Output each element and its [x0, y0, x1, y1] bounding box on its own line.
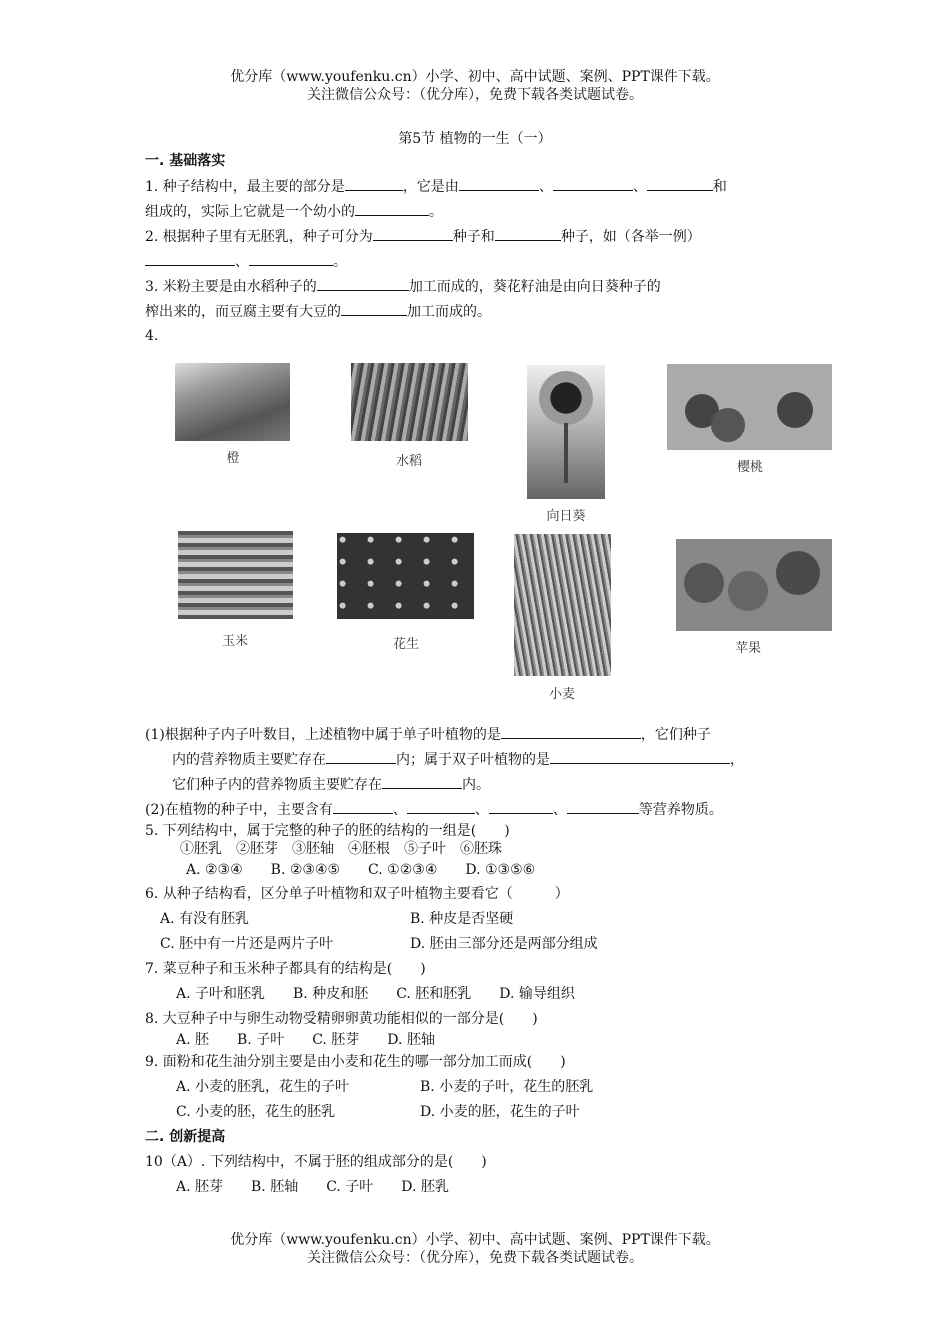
- caption-corn: 玉米: [221, 634, 248, 649]
- question-6-option-c: C. 胚中有一片还是两片子叶: [160, 936, 334, 952]
- question-9-option-d: D. 小麦的胚，花生的子叶: [420, 1104, 580, 1120]
- photo-apple: [676, 539, 832, 631]
- question-4-label: 4.: [145, 328, 159, 344]
- caption-wheat: 小麦: [548, 687, 575, 702]
- question-1-line-1: 1. 种子结构中，最主要的部分是 ，它是由 、 、 和: [145, 179, 727, 195]
- question-4-1-line-3: 它们种子内的营养物质主要贮存在 内。: [172, 777, 490, 793]
- question-6-option-d: D. 胚由三部分还是两部分组成: [410, 936, 598, 952]
- question-2-line-2: 、 。: [145, 252, 347, 271]
- question-9-option-c: C. 小麦的胚，花生的胚乳: [176, 1104, 336, 1120]
- question-5-stem: 5. 下列结构中，属于完整的种子的胚的结构的一组是( ): [145, 823, 510, 839]
- question-6-option-b: B. 种皮是否坚硬: [410, 911, 514, 927]
- question-3-line-1: 3. 米粉主要是由水稻种子的 加工而成的，葵花籽油是由向日葵种子的: [145, 279, 661, 295]
- question-4-2: (2)在植物的种子中，主要含有 、 、 、 等营养物质。: [145, 802, 723, 818]
- caption-peanut: 花生: [392, 637, 419, 652]
- footer-line-2: 关注微信公众号：（优分库），免费下载各类试题试卷。: [307, 1250, 643, 1266]
- question-9-option-b: B. 小麦的子叶，花生的胚乳: [420, 1079, 594, 1095]
- question-5-options: A. ②③④ B. ②③④⑤ C. ①②③④ D. ①③⑤⑥: [186, 862, 536, 878]
- photo-cherry: [667, 364, 832, 450]
- question-7-stem: 7. 菜豆种子和玉米种子都具有的结构是( ): [145, 961, 426, 977]
- photo-orange: [175, 363, 290, 441]
- page-title: 第5节 植物的一生（一）: [398, 131, 552, 147]
- caption-cherry: 樱桃: [736, 460, 763, 475]
- question-4-1-line-2: 内的营养物质主要贮存在 内；属于双子叶植物的是 ，: [172, 752, 744, 768]
- header-line-2: 关注微信公众号：（优分库），免费下载各类试题试卷。: [307, 87, 643, 103]
- section-advanced: 二. 创新提高: [145, 1129, 226, 1145]
- question-8-options: A. 胚 B. 子叶 C. 胚芽 D. 胚轴: [176, 1032, 435, 1048]
- photo-corn: [178, 531, 293, 619]
- question-1-line-2: 组成的，实际上它就是一个幼小的 。: [145, 204, 443, 220]
- question-10-stem: 10（A）. 下列结构中，不属于胚的组成部分的是( ): [145, 1154, 487, 1170]
- question-2-line-1: 2. 根据种子里有无胚乳，种子可分为 种子和 种子，如（各举一例）: [145, 229, 701, 245]
- question-9-stem: 9. 面粉和花生油分别主要是由小麦和花生的哪一部分加工而成( ): [145, 1054, 566, 1070]
- caption-orange: 橙: [226, 451, 240, 466]
- footer-line-1: 优分库（www.youfenku.cn）小学、初中、高中试题、案例、PPT课件下载。: [230, 1232, 720, 1248]
- question-10-options: A. 胚芽 B. 胚轴 C. 子叶 D. 胚乳: [176, 1179, 449, 1195]
- photo-rice: [351, 363, 468, 441]
- question-4-1-line-1: (1)根据种子内子叶数目，上述植物中属于单子叶植物的是 ，它们种子: [145, 727, 711, 743]
- caption-apple: 苹果: [734, 641, 761, 656]
- section-basic: 一. 基础落实: [145, 153, 226, 169]
- header-line-1: 优分库（www.youfenku.cn）小学、初中、高中试题、案例、PPT课件下载。: [230, 69, 720, 85]
- question-8-stem: 8. 大豆种子中与卵生动物受精卵卵黄功能相似的一部分是( ): [145, 1011, 538, 1027]
- question-6-option-a: A. 有没有胚乳: [160, 911, 250, 927]
- caption-rice: 水稻: [395, 454, 422, 469]
- photo-wheat: [514, 534, 611, 676]
- photo-sunflower: [527, 365, 605, 499]
- question-9-option-a: A. 小麦的胚乳，花生的子叶: [176, 1079, 350, 1095]
- question-7-options: A. 子叶和胚乳 B. 种皮和胚 C. 胚和胚乳 D. 输导组织: [176, 986, 575, 1002]
- question-6-stem: 6. 从种子结构看，区分单子叶植物和双子叶植物主要看它（ ）: [145, 886, 569, 902]
- photo-peanut: [337, 533, 474, 619]
- caption-sunflower: 向日葵: [546, 509, 586, 524]
- question-5-items: ①胚乳 ②胚芽 ③胚轴 ④胚根 ⑤子叶 ⑥胚珠: [180, 841, 502, 857]
- question-3-line-2: 榨出来的，而豆腐主要有大豆的 加工而成的。: [145, 304, 491, 320]
